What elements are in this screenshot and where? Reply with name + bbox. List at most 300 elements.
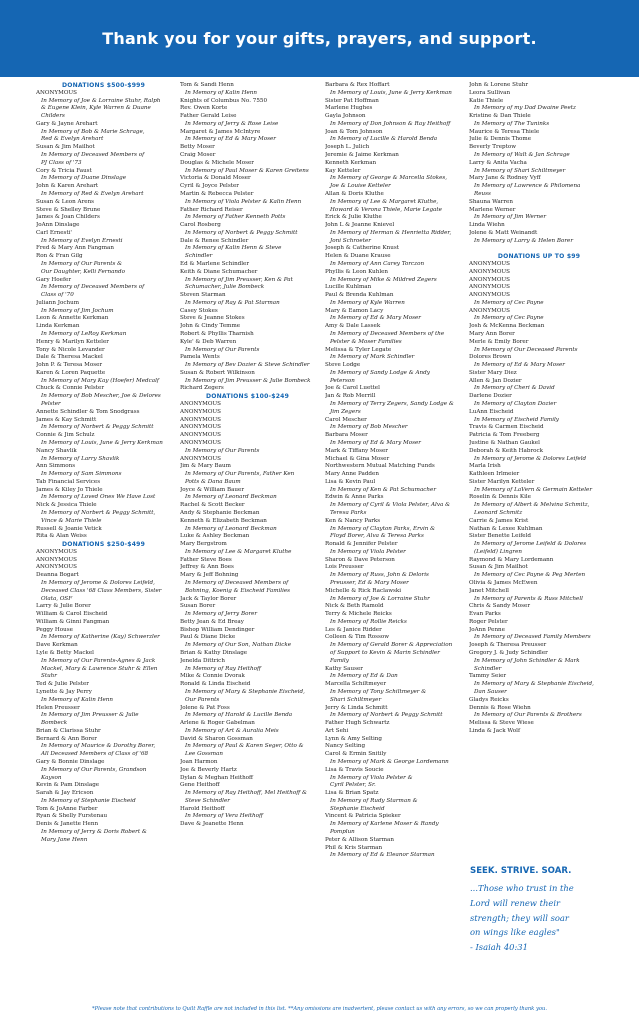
donor-name: Kathleen Irlmeier <box>469 471 520 478</box>
donor-name: Michael & Gina Moser <box>325 455 390 462</box>
donor-name: John & Karen Arehart <box>36 183 99 190</box>
donor-name: Gayla Johnson <box>325 113 366 120</box>
memorial-line: In Memory of Red & Evelyn Arehart <box>41 190 144 197</box>
donor-name: Darlene Dozier <box>469 393 512 400</box>
memorial-line: In Memory of Lucille & Harold Benda <box>330 136 438 143</box>
memorial-line: PJ Class of '73 <box>41 159 82 166</box>
memorial-line: In Memory of Shari Schiltmeyer <box>474 167 566 174</box>
memorial-line: In Memory of Louis, June & Jerry Kerkman <box>330 89 452 96</box>
memorial-line: In Memory of Rollie Reicks <box>330 618 407 625</box>
memorial-line: In Memory of Father Kenneth Potts <box>185 214 286 221</box>
donor-name: Father Hugh Schwartz <box>325 720 390 727</box>
donor-name: LuAnn Eischeid <box>469 408 514 415</box>
page-title: Thank you for your gifts, prayers, and support. <box>102 29 537 48</box>
donor-name: Carl Ernesti' <box>36 229 72 236</box>
memorial-line: Kayson <box>41 774 62 781</box>
memorial-line: In Memory of Ed & Mary Moser <box>185 136 276 143</box>
donor-name: ANONYMOUS <box>469 284 510 291</box>
donor-name: James & Kiley Jo Thiele <box>36 486 103 493</box>
donor-name: Brian & Kathy Dinslage <box>180 650 248 657</box>
memorial-line: Floyd Borer, Alva & Teresa Parks <box>330 533 424 540</box>
donor-name: Dale & Theresa Mackel <box>36 354 103 361</box>
memorial-line: In Memory of Ed & Dan <box>330 673 398 680</box>
donor-name: Susan & Robert Wilkinson <box>180 369 255 376</box>
donor-name: Nathan & Lexee Kuhlman <box>469 525 543 532</box>
donor-name: Michelle & Rick Raclawski <box>325 587 402 594</box>
donor-name: Jeffrey & Ann Boes <box>180 564 234 571</box>
section-heading: DONATIONS $250-$499 <box>61 541 146 549</box>
donor-name: Carol Rosberg <box>180 222 221 229</box>
donor-name: Annette Schindler & Tom Snodgrass <box>36 408 140 415</box>
memorial-line: Preusser, Ed & Mary Moser <box>330 580 409 586</box>
donor-name: John L & Jeanne Knievel <box>325 222 395 229</box>
donor-name: ANONYMOUS <box>469 276 510 283</box>
memorial-line: In Memory of Eischeid Family <box>474 416 559 423</box>
donor-name: Roger Pelster <box>469 618 508 625</box>
memorial-line: In Memory of Jerry & Doris Robert & <box>41 829 147 835</box>
donor-name: Carol Mescher <box>325 416 367 423</box>
donor-name: ANONYMOUS <box>180 432 221 439</box>
donor-name: Susan Borer <box>180 603 216 610</box>
donor-name: Deborah & Keith Habrock <box>469 447 544 454</box>
donor-name: Ted & Julie Pelster <box>36 681 89 688</box>
donor-name: Joe & Carol Luettel <box>325 385 380 392</box>
donor-name: ANONYMOUS <box>180 424 221 431</box>
memorial-line: In Memory of Jerome & Dolores Leifeld, <box>41 580 155 586</box>
memorial-line: In Memory of Deceased Members of the <box>330 331 445 337</box>
memorial-line: In Memory of Our Parents <box>185 346 260 353</box>
donor-name: Dale & Renee Schindler <box>180 237 249 244</box>
donor-name: ANONYMOUS <box>36 89 77 96</box>
donor-name: James & Joan Childers <box>36 214 100 221</box>
donor-name: Gene Heithoff <box>180 782 220 789</box>
memorial-line: In Memory of Ray Heithoff <box>185 665 261 672</box>
donor-name: Mary Bergstrom <box>180 541 227 548</box>
donor-name: Juliann Jochum <box>36 299 79 306</box>
donor-name: Susan & Jim Mailhot <box>469 564 528 571</box>
donor-name: Lois Preusser <box>325 564 364 571</box>
memorial-line: of Support to Kevin & Marin Schindler <box>330 650 440 657</box>
memorial-line: In Memory of Jim Preusser, Ken & Pat <box>185 276 293 283</box>
donor-name: Sister Mary Diez <box>469 369 517 376</box>
donor-name: Marlene Werner <box>469 206 516 213</box>
memorial-line: Cyril Pelster, Sr. <box>330 782 376 789</box>
memorial-line: In Memory of Viola Pelster & Kalin Henn <box>185 198 302 205</box>
memorial-line: In Memory of LeRoy Kerkman <box>41 331 127 337</box>
memorial-line: In Memory of Lawrence & Philomena <box>474 183 581 190</box>
memorial-line: In Memory of Ann Carey Torczon <box>330 260 425 267</box>
donor-name: Carrie & James Krist <box>469 517 529 524</box>
memorial-line: Jim Zegers <box>330 408 361 415</box>
donor-name: Andy & Stephanie Beckman <box>180 509 260 516</box>
memorial-line: In Memory of Norbert & Peggy Schmitt <box>41 424 154 431</box>
memorial-line: In Memory of Mary & Stephanie Eischeid, <box>474 681 594 688</box>
donor-name: Cory & Tricia Faust <box>36 167 92 174</box>
memorial-line: In Memory of Mary & Stephanie Eischeid, <box>185 688 305 695</box>
donor-name: Shauna Warren <box>469 198 513 205</box>
memorial-line: All Deceased Members of Class of '68 <box>41 751 149 758</box>
donor-name: James & Kay Schmitt <box>36 416 97 423</box>
memorial-line: In Memory of Viola Pelster & <box>330 774 413 781</box>
memorial-line: In Memory of Jim Preusser & Julie <box>41 712 139 719</box>
donor-name: Linda Kerkman <box>36 323 80 330</box>
donor-name: Kay Ketteler <box>325 167 361 174</box>
donor-name: Steve Lodge <box>325 362 361 369</box>
memorial-line: In Memory of Cec Payne & Peg Merten <box>474 572 586 579</box>
donor-name: Carol & Ermin Snitily <box>325 751 387 758</box>
memorial-line: In Memory of John Schindler & Mark <box>474 657 580 664</box>
donor-name: Dylan & Meghan Heithoff <box>180 774 254 781</box>
donor-name: Kenneth & Elizabeth Beckman <box>180 517 267 524</box>
donor-name: Roselin & Dennis Kile <box>469 494 531 501</box>
quote-heading: SEEK. STRIVE. SOAR. <box>470 866 572 876</box>
donor-name: Tom & Sandi Henn <box>180 82 234 88</box>
memorial-line: (Leifeld) Lingren <box>474 548 522 555</box>
memorial-line: Joni Schroeter <box>330 237 371 244</box>
memorial-line: In Memory of Mike & Mildred Zegers <box>330 276 437 283</box>
donor-name: William & Carol Eischeid <box>36 611 108 618</box>
memorial-line: In Memory of Tony Schiltmeyer & <box>330 688 427 695</box>
quote-line: Lord will renew their <box>470 897 561 908</box>
scripture-quote <box>470 866 610 955</box>
memorial-line: In Memory of Cec Payne <box>474 315 544 322</box>
quote-line: strength; they will soar <box>470 912 569 923</box>
memorial-line: In Memory of Cyril & Viola Pelster, Alva & <box>330 502 451 509</box>
memorial-line: In Memory of Larry & Helen Borer <box>474 237 574 244</box>
memorial-line: Lee Gossman <box>185 751 223 758</box>
memorial-line: In Memory of Leonard Beckman <box>185 525 277 532</box>
donor-column-3 <box>325 82 463 860</box>
memorial-line: In Memory of Joe & Lorraine Stuhr, Ralph <box>41 97 161 104</box>
donor-name: Beverly Treptow <box>469 144 516 151</box>
memorial-line: Dan Sauser <box>474 688 507 695</box>
memorial-line: In Memory of Bob & Marie Schrage, <box>41 128 145 135</box>
donor-name: Casey Stokes <box>180 307 218 314</box>
donor-name: Sarah & Jay Ericson <box>36 790 94 797</box>
donor-name: Raymond & Mary Lordemann <box>469 556 554 563</box>
donor-name: Larry & Julie Borer <box>36 603 91 610</box>
donor-name: Marla Irish <box>469 463 501 470</box>
memorial-line: In Memory of Norbert & Peggy Schmitt <box>330 712 443 719</box>
donor-name: Mark & Tiffany Moser <box>325 447 388 454</box>
donor-name: Gary & Jayne Arehart <box>36 120 98 127</box>
memorial-line: In Memory of Jerry & Rose Leise <box>185 120 279 127</box>
donor-name: Rachel & Scott Becker <box>180 502 245 509</box>
donor-name: Lynn & Amy Selting <box>325 735 382 742</box>
donor-name: Jack & Taylor Borer <box>180 595 237 602</box>
memorial-line: In Memory of Evelyn Ernesti <box>41 237 123 244</box>
donor-name: Douglas & Michele Moser <box>180 159 254 166</box>
memorial-line: In Memory of Ed & Eleanor Starman <box>330 852 435 859</box>
donor-name: Phil & Kris Starman <box>325 844 383 851</box>
header-banner <box>0 0 639 77</box>
memorial-line: In Memory of Bob Mescher, Joe & Delores <box>41 393 161 400</box>
donor-name: John & Lorene Stuhr <box>469 82 529 88</box>
memorial-line: In Memory of Lee & Margaret Kluthe <box>185 548 292 555</box>
donor-name: Allen & Jan Dozier <box>469 377 522 384</box>
memorial-line: In Memory of Katherine (Kay) Schwerzler <box>41 634 160 641</box>
donor-name: Linda & Jack Wolf <box>469 727 521 734</box>
memorial-line: In Memory of Sandy Lodge & Andy <box>330 369 430 376</box>
memorial-line: Pomplun <box>330 829 355 835</box>
donor-name: Harold Heithoff <box>180 805 225 812</box>
donor-name: Sister Benette Leifeld <box>469 533 531 540</box>
donor-name: Edwin & Anne Parks <box>325 494 384 501</box>
memorial-line: In Memory of Our Son, Nathan Dicke <box>185 642 292 649</box>
donor-name: Victoria & Donald Moser <box>180 175 251 182</box>
donor-name: Gary & Bonnie Dinslage <box>36 758 105 765</box>
donor-name: Leon & Annette Kerkman <box>36 315 109 322</box>
donor-name: Sister Marilyn Ketteler <box>469 478 535 485</box>
memorial-line: In Memory of Deceased Members of <box>185 580 289 586</box>
memorial-line: In Memory of Ed & Mary Moser <box>330 439 421 446</box>
donor-name: Karen & Loren Paquette <box>36 369 106 376</box>
donor-name: Lyle & Betty Mackel <box>36 650 94 657</box>
donor-name: Justine & Nathan Gaukel <box>469 439 540 446</box>
memorial-line: In Memory of Ken & Pat Schumacher <box>330 486 437 493</box>
donor-name: Susan & Leon Arens <box>36 198 95 205</box>
donor-name: Janet Mitchell <box>469 587 509 594</box>
donor-name: Kristine & Dan Thiele <box>469 113 531 120</box>
donor-name: William & Ginni Fangman <box>36 618 110 625</box>
donor-name: Sharon & Dave Peterson <box>325 556 395 563</box>
donor-name: Katie Thiele <box>469 97 504 104</box>
memorial-line: In Memory of Bob Mescher <box>330 424 408 431</box>
donor-name: Lisa & Travis Soucie <box>325 766 384 773</box>
memorial-line: In Memory of Leonard Beckman <box>185 494 277 501</box>
memorial-line: In Memory of George & Marcella Stokes, <box>330 175 448 182</box>
donor-name: Father Gerald Leise <box>180 113 237 120</box>
memorial-line: In Memory of Jim Preusser & Julie Bombeck <box>185 377 311 384</box>
memorial-line: In Memory of Don Johnson & Ray Heithoff <box>330 120 451 127</box>
donor-name: Allan & Doris Kluthe <box>325 190 384 197</box>
memorial-line: In Memory of LaVern & Germain Ketteler <box>474 486 593 493</box>
donor-name: Connie & Jim Schulz <box>36 432 95 439</box>
donor-name: ANONYMOUS <box>180 455 221 462</box>
memorial-line: In Memory of Paul & Karen Seger, Otto & <box>185 743 304 750</box>
donor-name: Bernard & Ann Borer <box>36 735 97 742</box>
donor-name: Ann Simmons <box>36 463 76 470</box>
donor-name: Knights of Columbus No. 7550 <box>180 97 267 104</box>
donor-name: Lucille Kuhlman <box>325 284 372 291</box>
memorial-line: In Memory of Maurice & Dorothy Borer, <box>41 743 156 750</box>
donor-name: Northwestern Mutual Matching Funds <box>325 463 435 470</box>
memorial-line: Vince & Marie Thiele <box>41 517 102 524</box>
donor-name: Peggy House <box>36 626 73 633</box>
memorial-line: In Memory of Ed & Mary Moser <box>474 362 565 369</box>
donor-name: Nancy Shavlik <box>36 447 77 454</box>
memorial-line: In Memory of Paul Moser & Karen Greitens <box>185 167 309 174</box>
memorial-line: In Memory of The Tuninks <box>474 120 550 127</box>
donor-name: Olivia & James McEwen <box>469 580 538 586</box>
memorial-line: In Memory of Louis, June & Jerry Kerkman <box>41 439 163 446</box>
donor-name: Martin & Rebecca Pelster <box>180 190 254 197</box>
memorial-line: In Memory of Lee & Margaret Kluthe, <box>330 198 439 205</box>
donor-name: Travis & Carmen Eischeid <box>469 424 544 431</box>
memorial-line: Stuhr <box>41 673 57 680</box>
donor-name: Rev. Owen Korte <box>180 105 228 112</box>
donor-name: Russell & Joanie Vetick <box>36 525 102 532</box>
memorial-line: In Memory of Terry Zegers, Sandy Lodge & <box>330 401 454 408</box>
donor-name: David & Sharon Gossman <box>180 735 253 742</box>
memorial-line: In Memory of Kyle Warren <box>330 299 405 306</box>
donor-name: Kevin & Pam Dinslage <box>36 782 100 789</box>
quote-line: - Isaiah 40:31 <box>470 942 528 953</box>
spacer <box>469 245 609 253</box>
donor-name: Father Richard Reiser <box>180 206 243 213</box>
donor-name: Mike & Connie Dvorak <box>180 673 245 680</box>
memorial-line: Howard & Verona Thiele, Marie Legate <box>330 206 442 213</box>
donor-name: Steve & Shelley Brune <box>36 206 101 213</box>
memorial-line: In Memory of Kalin Henn <box>185 89 257 96</box>
donor-name: Nick & Jessica Thiele <box>36 502 97 509</box>
donor-name: Tab Financial Services <box>36 478 101 485</box>
donor-name: Mary Jane & Rodney Vyff <box>469 175 541 182</box>
memorial-line: In Memory of Duane Dinslage <box>41 175 127 182</box>
memorial-line: In Memory of Norbert & Peggy Schmitt, <box>41 509 156 516</box>
donor-name: Helen & Duane Krause <box>325 253 391 260</box>
donor-name: Lisa & Kevin Paul <box>325 478 376 485</box>
donor-name: Steve & Jeanne Stokes <box>180 315 245 322</box>
memorial-line: In Memory of Russ, John & Deloris <box>330 572 429 579</box>
memorial-line: Schumacher, Julie Bombeck <box>185 284 265 291</box>
donor-name: John & Cindy Temme <box>180 323 241 330</box>
memorial-line: Our Parents <box>185 696 220 703</box>
donor-name: ANONYMOUS <box>36 556 77 563</box>
donor-name: Joseph L. Julich <box>325 144 370 151</box>
donor-name: Keith & Diane Schumacher <box>180 268 258 275</box>
donor-name: ANONYMOUS <box>469 268 510 275</box>
donor-name: Lisa & Brian Spatz <box>325 790 379 797</box>
donor-name: Dave & Jeanette Henn <box>180 821 244 828</box>
memorial-line: Pelster & Moser Families <box>330 338 402 345</box>
donor-name: Linda Wiehn <box>469 222 505 229</box>
memorial-line: In Memory of Jim Werner <box>474 214 547 221</box>
donor-name: Merle & Emily Borer <box>469 338 529 345</box>
donor-name: Terry & Michele Reicks <box>325 611 392 618</box>
donor-name: ANONYMOUS <box>180 401 221 408</box>
donor-name: Dave Kerkman <box>36 642 78 649</box>
donor-name: ANONYMOUS <box>36 564 77 571</box>
donor-name: Marcella Schiltmeyer <box>325 681 387 688</box>
donor-name: Joyce & William Bauer <box>180 486 245 493</box>
donor-name: Josh & McKenna Beckman <box>469 323 545 330</box>
donor-name: Luke & Ashley Beckman <box>180 533 250 540</box>
donor-name: Jeremie & Jaime Kerkman <box>325 152 399 159</box>
memorial-line: In Memory of Kalin Henn <box>41 696 113 703</box>
memorial-line: In Memory of Vera Heithoff <box>185 813 263 820</box>
donor-name: Gregory J. & Judy Schindler <box>469 650 548 657</box>
donor-name: Patricia & Tom Freeberg <box>469 432 540 439</box>
memorial-line: In Memory of Jerome Leifeld & Dolores <box>474 541 587 548</box>
memorial-line: In Memory of Our Parents, Father Ken <box>185 471 295 478</box>
donor-name: Joan & Tom Johnson <box>325 128 383 135</box>
donor-name: Chuck & Connie Pelster <box>36 385 104 392</box>
donor-name: Brian & Clarissa Stuhr <box>36 727 101 734</box>
memorial-line: Bombeck <box>41 720 68 727</box>
memorial-line: In Memory of Mary Kay (Hoefer) Medcalf <box>41 377 159 384</box>
memorial-line: In Memory of Cec Payne <box>474 299 544 306</box>
memorial-line: Shari Schiltmeyer <box>330 696 382 703</box>
donor-name: Jan & Rob Merrill <box>325 393 376 400</box>
donor-name: Barbara & Rex Hoffart <box>325 82 390 88</box>
donor-name: Dennis & Rose Wiehn <box>469 704 531 711</box>
donor-name: Nancy Selting <box>325 743 366 750</box>
donor-name: Tony & Nicole Levander <box>36 346 105 353</box>
donor-name: Joe & Beverly Hartz <box>180 766 237 773</box>
donor-name: Joan Harmon <box>180 758 218 765</box>
donor-name: Leora Sullivan <box>469 89 511 96</box>
donor-name: Margaret & James McIntyre <box>180 128 261 135</box>
memorial-line: In Memory of Our Parents <box>185 447 260 454</box>
memorial-line: & Eugene Klein, Kyle Warren & Duane <box>41 105 151 112</box>
memorial-line: Mary Jane Henn <box>41 836 88 843</box>
memorial-line: Stephanie Eischeid <box>330 805 385 812</box>
memorial-line: In Memory of Our Parents & Brothers <box>474 712 582 719</box>
memorial-line: Family <box>330 657 349 664</box>
donor-name: ANONYMOUS <box>469 307 510 314</box>
donor-name: Joseph & Theresa Preusser <box>469 642 547 649</box>
donor-name: Evan Parks <box>469 611 501 618</box>
memorial-line: In Memory of Our Parents & <box>41 260 123 267</box>
donor-name: Mary & Eamon Lacy <box>325 307 384 314</box>
memorial-line: Class of '70 <box>41 292 74 299</box>
quote-body <box>470 881 610 955</box>
donor-name: Les & Janice Ridder <box>325 626 382 633</box>
memorial-line: In Memory of Parents & Russ Mitchell <box>474 595 583 602</box>
memorial-line: In Memory of Bev Dozier & Steve Schindler <box>185 362 310 369</box>
donor-name: Erick & Julie Kluthe <box>325 214 382 221</box>
donor-name: ANONYMOUS <box>180 439 221 446</box>
donor-name: Susan & Jim Mailhot <box>36 144 95 151</box>
donor-name: JoAnn Dinslage <box>36 222 80 229</box>
donor-name: Vincent & Patricia Spieker <box>325 813 401 820</box>
donor-name: Denis & Janette Henn <box>36 821 99 828</box>
donor-name: Lynette & Jay Perry <box>36 688 92 695</box>
donor-name: Ed & Marlene Schindler <box>180 260 250 267</box>
memorial-line: In Memory of my Dad Dwaine Peetz <box>474 105 576 112</box>
memorial-line: In Memory of Art & Auralia Meis <box>185 727 279 734</box>
memorial-line: In Memory of Harold & Lucille Benda <box>185 712 293 719</box>
donor-name: Melissa & Steve Wiese <box>469 720 534 727</box>
donor-name: Pamela Wents <box>180 354 220 361</box>
memorial-line: In Memory of Karlene Moser & Randy <box>330 821 439 828</box>
memorial-line: Pelster <box>41 401 61 408</box>
memorial-line: In Memory of Mark Schindler <box>330 354 415 361</box>
memorial-line: In Memory of Albert & Melvina Schmitz, <box>474 502 590 509</box>
memorial-line: In Memory of Kalin Henn & Steve <box>185 245 282 252</box>
memorial-line: In Memory of Mark & George Lordemann <box>330 758 449 765</box>
memorial-line: In Memory of Herman & Henrietta Ridder, <box>330 229 452 236</box>
memorial-line: In Memory of Viola Pelster <box>330 548 406 555</box>
donor-column-4 <box>469 82 609 736</box>
donor-name: Larry & Anita Vacha <box>469 159 527 166</box>
donor-name: Julie & Dennis Thome <box>469 136 532 143</box>
donor-name: Maurice & Teresa Thiele <box>469 128 540 135</box>
donor-name: Gladys Reicks <box>469 696 509 703</box>
donor-name: Paul & Brenda Kuhlman <box>325 292 394 299</box>
donor-name: Tammy Seier <box>469 673 507 680</box>
donor-name: Kyle' & Deb Warren <box>180 338 237 345</box>
donor-name: Gary Hoefer <box>36 276 72 283</box>
memorial-line: In Memory of Ray Heithoff, Mel Heithoff & <box>185 790 307 797</box>
donor-name: Peter & Allison Starman <box>325 836 394 843</box>
donor-name: Mary Ann Borer <box>469 331 515 337</box>
donor-name: Jenelda Dittrich <box>180 657 225 664</box>
donor-name: Art Sehi <box>325 727 349 734</box>
donor-name: Tom & JoAnne Farber <box>36 805 98 812</box>
donor-name: JoAnn Penne <box>469 626 505 633</box>
